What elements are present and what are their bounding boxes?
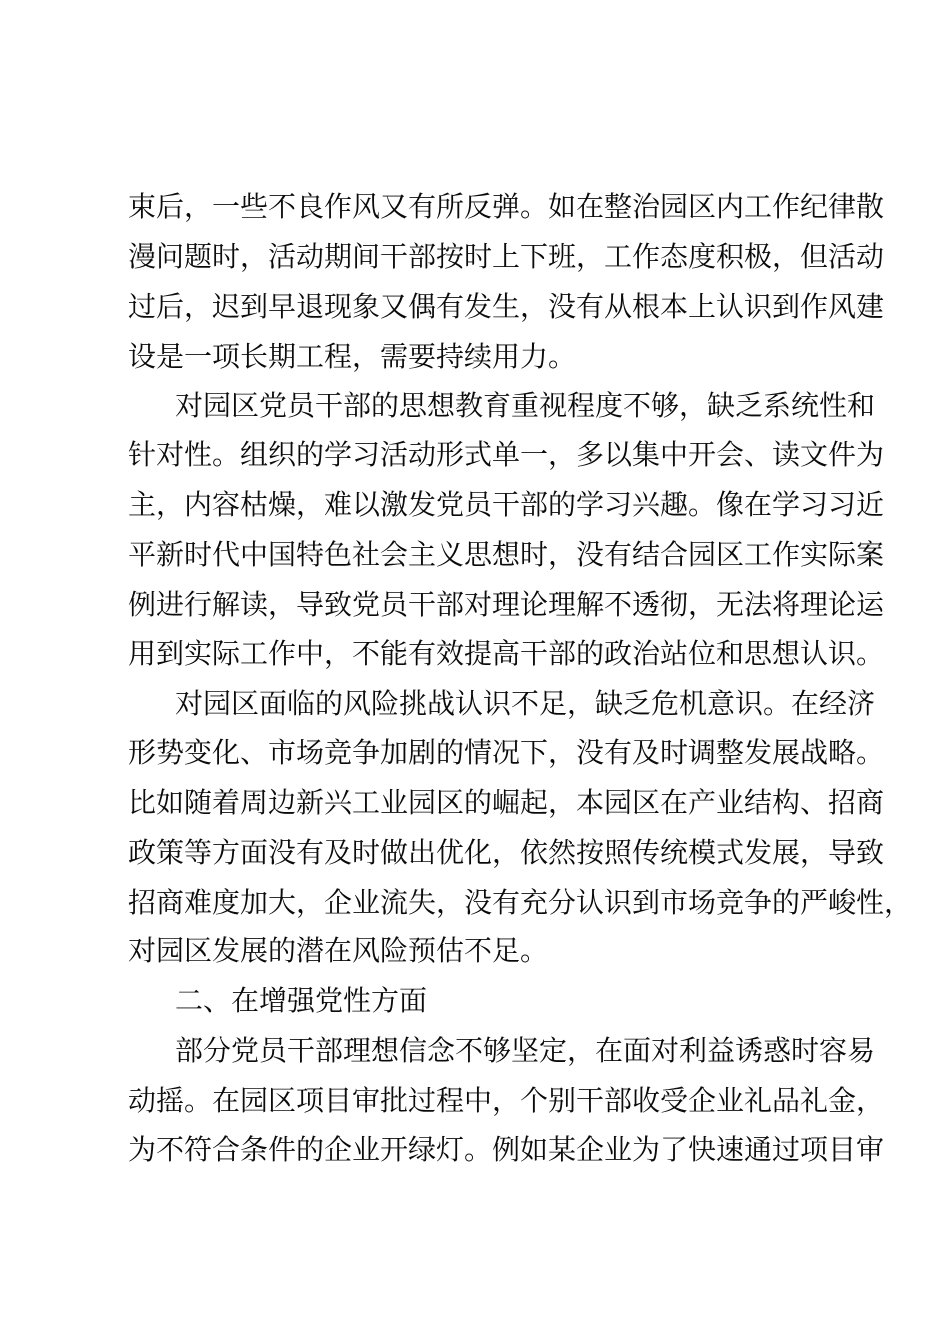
section-heading: 二、在增强党性方面 xyxy=(175,984,428,1017)
paragraph-line: 动摇。在园区项目审批过程中，个别干部收受企业礼品礼金， xyxy=(128,1084,885,1117)
paragraph-line: 平新时代中国特色社会主义思想时，没有结合园区工作实际案 xyxy=(128,538,885,571)
paragraph-line: 政策等方面没有及时做出优化，依然按照传统模式发展，导致 xyxy=(128,836,885,869)
paragraph-line: 用到实际工作中，不能有效提高干部的政治站位和思想认识。 xyxy=(128,637,885,670)
paragraph-line: 针对性。组织的学习活动形式单一，多以集中开会、读文件为 xyxy=(128,438,885,471)
paragraph-line: 为不符合条件的企业开绿灯。例如某企业为了快速通过项目审 xyxy=(128,1133,885,1166)
paragraph-line: 对园区面临的风险挑战认识不足，缺乏危机意识。在经济 xyxy=(175,687,876,720)
paragraph-line: 过后，迟到早退现象又偶有发生，没有从根本上认识到作风建 xyxy=(128,290,885,323)
paragraph-line: 漫问题时，活动期间干部按时上下班，工作态度积极，但活动 xyxy=(128,240,885,273)
paragraph-line: 形势变化、市场竞争加剧的情况下，没有及时调整发展战略。 xyxy=(128,736,885,769)
paragraph-line: 设是一项长期工程，需要持续用力。 xyxy=(128,340,577,373)
paragraph-line: 比如随着周边新兴工业园区的崛起，本园区在产业结构、招商 xyxy=(128,786,885,819)
paragraph-line: 对园区发展的潜在风险预估不足。 xyxy=(128,934,549,967)
paragraph-line: 对园区党员干部的思想教育重视程度不够，缺乏系统性和 xyxy=(175,389,876,422)
paragraph-line: 招商难度加大，企业流失，没有充分认识到市场竞争的严峻性， xyxy=(128,886,913,919)
paragraph-line: 主，内容枯燥，难以激发党员干部的学习兴趣。像在学习习近 xyxy=(128,488,885,521)
paragraph-line: 例进行解读，导致党员干部对理论理解不透彻，无法将理论运 xyxy=(128,588,885,621)
paragraph-line: 束后，一些不良作风又有所反弹。如在整治园区内工作纪律散 xyxy=(128,190,885,223)
paragraph-line: 部分党员干部理想信念不够坚定，在面对利益诱惑时容易 xyxy=(175,1034,876,1067)
